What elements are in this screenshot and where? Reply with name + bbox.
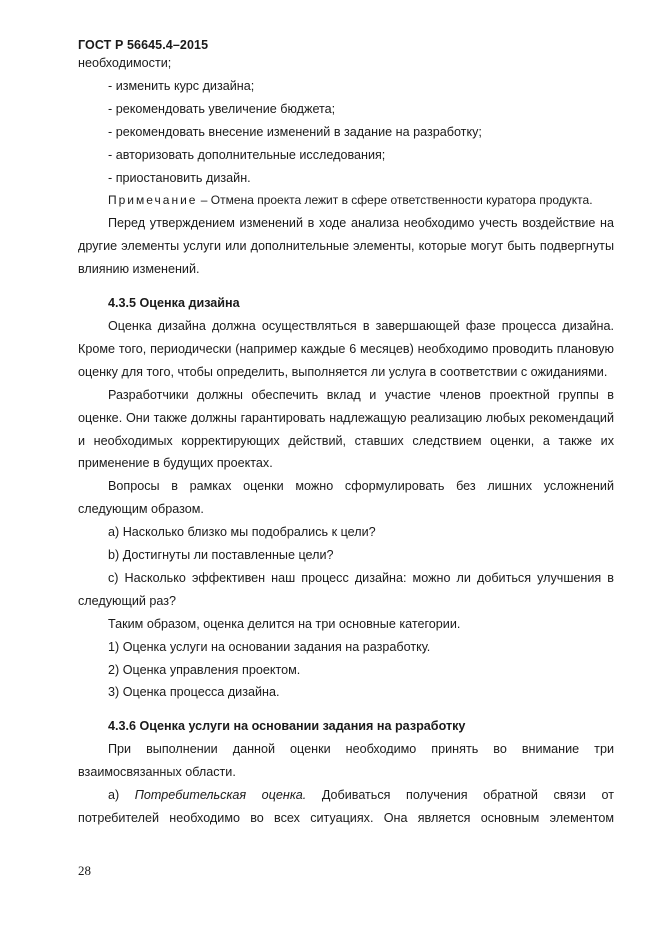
standard-header: ГОСТ Р 56645.4–2015 (78, 38, 209, 52)
question-item: b) Достигнуты ли поставленные цели? (108, 548, 334, 563)
paragraph: Таким образом, оценка делится на три основные категории. (108, 616, 461, 631)
category-item: 2) Оценка управления проектом. (108, 662, 301, 677)
page-number: 28 (78, 863, 91, 878)
note-paragraph (78, 189, 614, 212)
page-content (78, 52, 614, 830)
list-item: - приостановить дизайн. (108, 170, 251, 185)
item-prefix: а) (108, 788, 135, 803)
category-item: 1) Оценка услуги на основании задания на разработку. (108, 639, 431, 654)
paragraph: При выполнении данной оценки необходимо принять во внимание три взаимосвязанных области. (78, 742, 614, 780)
question-item: c) Насколько эффективен наш процесс дизайна: можно ли добиться улучшения в следующий раз? (78, 570, 614, 608)
item-text: Добиваться получения обратной связи от потребителей необходимо во всех ситуациях. Она является основным элементом (78, 788, 614, 825)
paragraph: Разработчики должны обеспечить вклад и участие членов проектной группы в оценке. Они также должны гарантировать надлежащую реализацию любых рекомендаций и необходимых корректирующих действий, ставших следствием оценки, а также их применение в будущих проектах. (78, 387, 614, 471)
note-label: Примечание (108, 193, 198, 208)
list-item: - рекомендовать внесение изменений в задание на разработку; (108, 124, 482, 139)
category-item: 3) Оценка процесса дизайна. (108, 685, 280, 700)
paragraph: Оценка дизайна должна осуществляться в завершающей фазе процесса дизайна. Кроме того, периодически (например каждые 6 месяцев) необходимо проводить плановую оценку для того, чтобы определить, выполняется ли услуга в соответствии с ожиданиями. (78, 318, 614, 379)
paragraph: Вопросы в рамках оценки можно сформулировать без лишних усложнений следующим образом. (78, 479, 614, 517)
section-heading-4-3-5: 4.3.5 Оценка дизайна (108, 296, 240, 311)
paragraph: Перед утверждением изменений в ходе анализа необходимо учесть воздействие на другие элементы услуги или дополнительные элементы, которые могут быть подвергнуты влиянию изменений. (78, 216, 614, 277)
list-item: - изменить курс дизайна; (108, 78, 255, 93)
italic-term: Потребительская оценка. (134, 788, 307, 803)
section-heading-4-3-6: 4.3.6 Оценка услуги на основании задания на разработку (108, 719, 466, 734)
list-item: - авторизовать дополнительные исследования; (108, 147, 386, 162)
note-text: – Отмена проекта лежит в сфере ответственности куратора продукта. (197, 193, 593, 208)
question-item: a) Насколько близко мы подобрались к цели? (108, 525, 376, 540)
text-line: необходимости; (78, 56, 172, 70)
list-item: - рекомендовать увеличение бюджета; (108, 101, 336, 116)
paragraph (78, 784, 614, 830)
